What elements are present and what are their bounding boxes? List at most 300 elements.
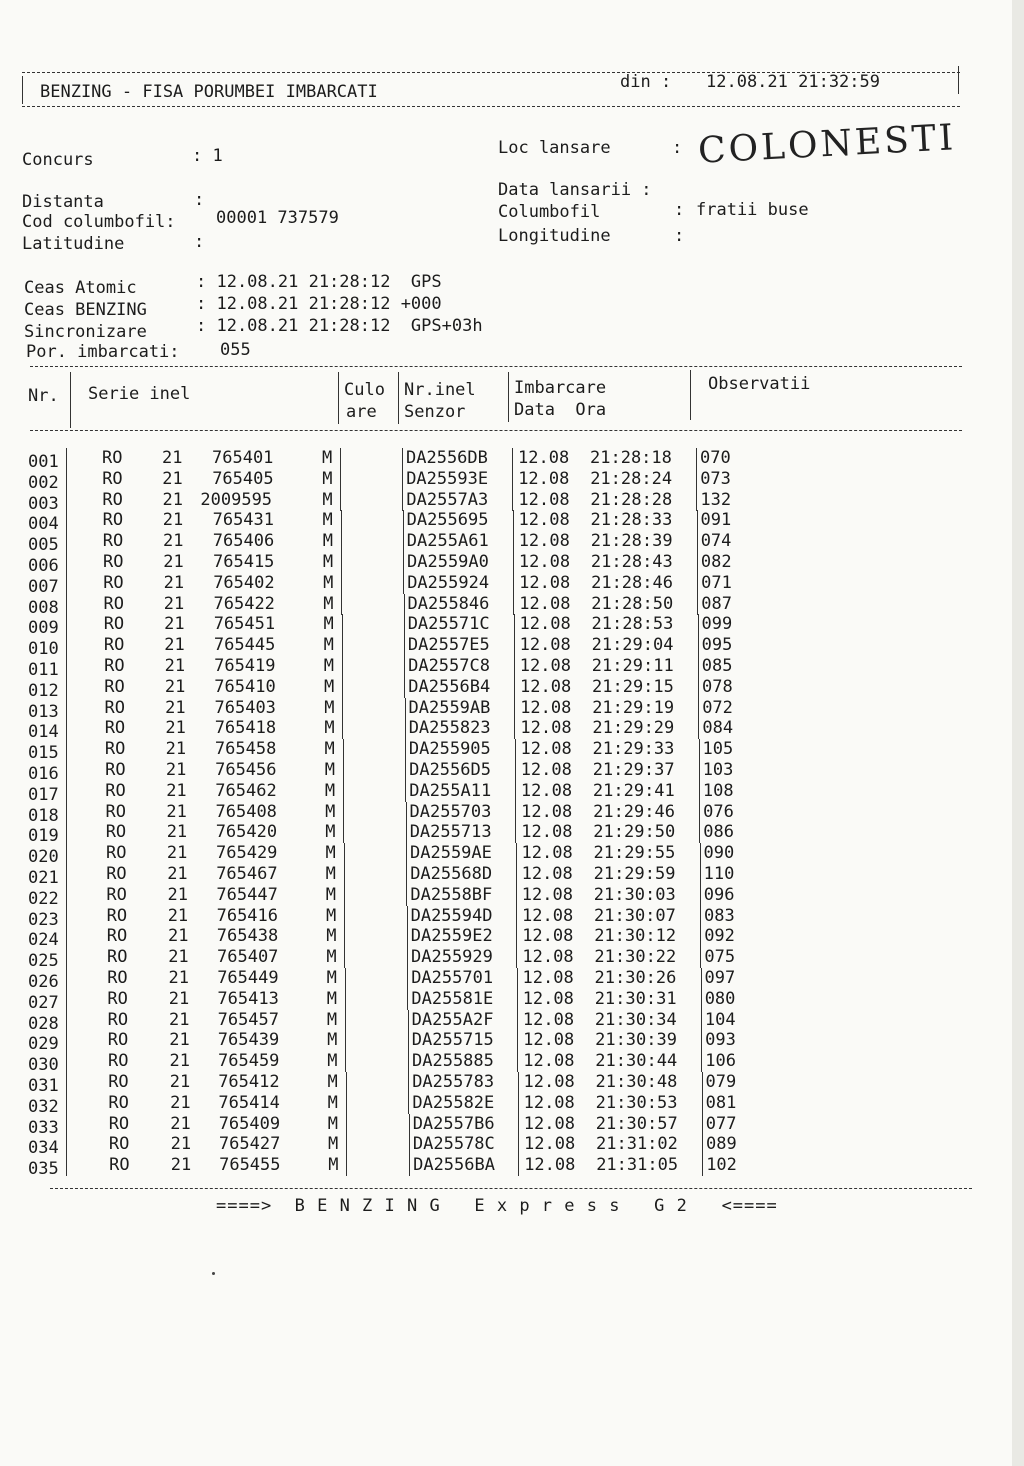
row-time: 21:30:31 <box>594 988 677 1009</box>
row-divider <box>699 760 700 781</box>
table-row <box>0 614 1000 639</box>
row-sex: M <box>324 780 336 801</box>
row-year: 21 <box>169 1072 191 1092</box>
col-header-serie: Serie inel <box>88 384 191 404</box>
row-observatii: 097 <box>704 968 736 988</box>
row-divider <box>697 594 698 615</box>
row-divider <box>66 1114 67 1135</box>
row-sex: M <box>325 864 336 884</box>
row-divider <box>341 573 342 594</box>
row-year: 21 <box>168 926 189 947</box>
row-date: 12.08 <box>521 884 573 905</box>
row-year: 21 <box>164 635 185 656</box>
row-divider <box>515 781 516 802</box>
row-sex: M <box>325 843 336 864</box>
row-divider <box>340 469 341 490</box>
row-divider <box>517 1030 518 1051</box>
row-time: 21:28:50 <box>591 593 674 614</box>
row-nr: 026 <box>28 972 59 992</box>
row-country: RO <box>104 676 125 697</box>
row-divider <box>403 573 404 594</box>
row-time: 21:28:46 <box>591 572 673 593</box>
row-country: RO <box>108 1092 129 1113</box>
row-divider <box>407 989 408 1010</box>
row-nr: 034 <box>28 1138 59 1159</box>
distanta-value: : <box>194 190 205 210</box>
col-divider-culoare <box>398 372 399 424</box>
row-sensor: DA255A2F <box>411 1009 494 1030</box>
table-row <box>0 926 1000 951</box>
row-date: 12.08 <box>523 1030 575 1051</box>
header-left-bar <box>22 76 23 104</box>
table-row <box>0 531 1000 556</box>
row-divider <box>513 552 514 573</box>
table-row <box>0 1030 1000 1055</box>
row-country: RO <box>102 489 123 510</box>
row-country: RO <box>106 843 127 864</box>
row-divider <box>343 760 344 781</box>
row-year: 21 <box>166 843 188 864</box>
row-divider <box>406 885 407 906</box>
row-date: 12.08 <box>519 656 571 676</box>
data-lansarii-label: Data lansarii : <box>498 180 652 200</box>
row-year: 21 <box>170 1092 191 1113</box>
row-year: 21 <box>165 697 186 718</box>
row-sensor: DA2557B6 <box>412 1113 495 1134</box>
row-sex: M <box>323 593 334 614</box>
table-row <box>0 968 1000 992</box>
row-sex: M <box>325 884 337 905</box>
row-divider <box>408 1030 409 1051</box>
row-divider <box>700 843 701 864</box>
row-divider <box>513 531 514 552</box>
row-divider <box>403 510 404 531</box>
row-divider <box>518 1134 519 1155</box>
row-country: RO <box>108 1072 129 1092</box>
table-row <box>0 656 1000 680</box>
columbofil-value: fratii buse <box>696 200 809 220</box>
row-date: 12.08 <box>522 926 574 947</box>
row-divider <box>66 1010 67 1031</box>
row-divider <box>409 1114 410 1135</box>
row-sex: M <box>324 676 335 697</box>
row-time: 21:28:43 <box>590 552 673 572</box>
row-time: 21:30:12 <box>594 926 677 947</box>
row-year: 21 <box>169 1051 190 1072</box>
row-divider <box>407 926 408 947</box>
row-divider <box>66 573 67 594</box>
row-nr: 013 <box>28 701 59 722</box>
row-country: RO <box>109 1155 130 1176</box>
row-date: 12.08 <box>519 635 571 656</box>
row-sex: M <box>322 552 334 572</box>
row-nr: 035 <box>28 1159 59 1180</box>
row-country: RO <box>106 864 127 884</box>
table-header-top-rule <box>30 366 962 367</box>
row-nr: 022 <box>28 888 59 909</box>
row-divider <box>701 1010 702 1031</box>
row-date: 12.08 <box>518 510 570 531</box>
row-observatii: 080 <box>704 988 736 1009</box>
row-sex: M <box>328 1155 339 1176</box>
row-divider <box>404 614 405 635</box>
row-divider <box>518 1093 519 1114</box>
row-sensor: DA255713 <box>409 822 492 843</box>
row-divider <box>66 1030 67 1051</box>
row-year: 21 <box>164 614 185 635</box>
row-date: 12.08 <box>519 572 571 593</box>
imbarcati-label: Por. imbarcati: <box>26 342 180 362</box>
row-divider <box>513 594 514 615</box>
row-sex: M <box>327 1113 339 1134</box>
row-divider <box>405 739 406 760</box>
row-observatii: 082 <box>700 552 732 572</box>
row-divider <box>405 698 406 719</box>
row-time: 21:29:11 <box>591 656 674 676</box>
row-ring: 765447 <box>216 884 278 905</box>
row-year: 21 <box>169 1009 190 1030</box>
row-divider <box>408 1072 409 1093</box>
row-country: RO <box>107 947 128 968</box>
row-divider <box>340 448 341 469</box>
row-country: RO <box>107 1009 129 1030</box>
columbofil-sep: : <box>674 200 685 220</box>
table-row <box>0 552 1000 576</box>
row-divider <box>699 802 700 823</box>
row-sex: M <box>327 1072 338 1092</box>
row-observatii: 096 <box>703 884 735 905</box>
row-observatii: 084 <box>702 718 734 739</box>
row-nr: 008 <box>28 597 59 618</box>
row-divider <box>66 1134 67 1155</box>
row-divider <box>701 968 702 989</box>
row-divider <box>66 718 67 739</box>
row-observatii: 091 <box>700 510 732 531</box>
table-row <box>0 1155 1000 1180</box>
row-sensor: DA2559A0 <box>407 552 489 572</box>
row-date: 12.08 <box>524 1155 576 1176</box>
row-sensor: DA25581E <box>411 988 494 1009</box>
row-divider <box>700 926 701 947</box>
table-row <box>0 635 1000 660</box>
row-time: 21:28:39 <box>590 531 673 552</box>
row-nr: 030 <box>28 1055 59 1076</box>
row-observatii: 083 <box>704 905 735 926</box>
row-divider <box>698 614 699 635</box>
ceas-benzing-label: Ceas BENZING <box>24 300 147 320</box>
row-observatii: 076 <box>703 801 734 822</box>
row-divider <box>403 552 404 573</box>
col-divider-senzor <box>508 372 509 422</box>
row-observatii: 104 <box>704 1009 736 1030</box>
row-divider <box>342 718 343 739</box>
row-date: 12.08 <box>524 1134 576 1155</box>
row-nr: 016 <box>28 764 59 784</box>
col-header-culoare-2: are <box>346 402 377 422</box>
row-divider <box>343 781 344 802</box>
table-row <box>0 676 1000 701</box>
row-nr: 011 <box>28 660 59 680</box>
table-row <box>0 822 1000 847</box>
row-nr: 023 <box>28 909 59 930</box>
row-sensor: DA2559AE <box>410 843 492 864</box>
row-divider <box>407 947 408 968</box>
row-divider <box>402 469 403 490</box>
row-ring: 765422 <box>213 593 275 614</box>
row-time: 21:28:33 <box>590 510 673 531</box>
row-nr: 018 <box>28 805 59 826</box>
row-nr: 003 <box>28 493 59 514</box>
row-sex: M <box>323 656 335 676</box>
row-divider <box>406 802 407 823</box>
row-ring: 765416 <box>216 905 279 926</box>
col-header-imbarcare-1: Imbarcare <box>514 378 607 398</box>
row-divider <box>516 947 517 968</box>
row-divider <box>66 947 67 968</box>
row-sensor: DA2558BF <box>410 884 493 905</box>
row-ring: 765410 <box>214 676 276 697</box>
row-sensor: DA255695 <box>406 510 489 531</box>
row-date: 12.08 <box>523 1051 575 1072</box>
row-divider <box>697 552 698 573</box>
row-divider <box>700 947 701 968</box>
row-divider <box>404 594 405 615</box>
row-divider <box>702 1134 703 1155</box>
row-year: 21 <box>162 468 183 489</box>
row-nr: 001 <box>28 452 59 472</box>
row-divider <box>345 1010 346 1031</box>
table-row <box>0 884 1000 909</box>
row-sex: M <box>322 448 333 468</box>
row-year: 21 <box>165 760 187 780</box>
row-divider <box>345 1030 346 1051</box>
row-divider <box>697 573 698 594</box>
row-sex: M <box>326 905 337 926</box>
row-time: 21:28:18 <box>590 448 672 468</box>
row-date: 12.08 <box>522 947 574 968</box>
row-nr: 020 <box>28 847 59 868</box>
sincronizare-value: : 12.08.21 21:28:12 GPS+03h <box>196 316 483 336</box>
row-divider <box>341 552 342 573</box>
row-year: 21 <box>166 780 187 801</box>
row-country: RO <box>104 739 126 760</box>
row-observatii: 077 <box>705 1113 737 1134</box>
row-observatii: 087 <box>701 593 733 614</box>
row-divider <box>516 906 517 927</box>
row-date: 12.08 <box>518 531 570 552</box>
row-divider <box>66 656 67 677</box>
row-date: 12.08 <box>521 864 573 884</box>
row-nr: 019 <box>28 826 59 847</box>
row-nr: 012 <box>28 680 59 701</box>
row-divider <box>698 698 699 719</box>
row-divider <box>517 1051 518 1072</box>
row-divider <box>696 469 697 490</box>
row-divider <box>699 739 700 760</box>
row-nr: 010 <box>28 639 59 660</box>
row-observatii: 108 <box>702 780 734 801</box>
row-ring: 765445 <box>213 635 276 656</box>
row-time: 21:29:19 <box>592 697 675 718</box>
row-country: RO <box>105 780 126 801</box>
row-divider <box>698 656 699 677</box>
row-divider <box>702 1155 703 1176</box>
row-observatii: 105 <box>702 739 734 760</box>
row-divider <box>66 531 67 552</box>
row-divider <box>66 552 67 573</box>
row-year: 21 <box>168 968 189 988</box>
row-sensor: DA255783 <box>412 1072 495 1092</box>
row-divider <box>405 718 406 739</box>
row-country: RO <box>104 697 125 718</box>
row-sensor: DA255A11 <box>409 780 492 801</box>
loc-lansare-handwritten: COLONESTI <box>697 117 958 172</box>
row-year: 21 <box>162 510 184 531</box>
row-ring: 765438 <box>216 926 279 947</box>
table-row <box>0 780 1000 805</box>
row-ring: 765455 <box>219 1155 281 1176</box>
row-observatii: 074 <box>700 531 732 552</box>
row-divider <box>702 1072 703 1093</box>
row-country: RO <box>107 968 128 988</box>
row-divider <box>342 614 343 635</box>
row-nr: 007 <box>28 576 59 597</box>
row-divider <box>66 1093 67 1114</box>
row-sex: M <box>326 926 337 947</box>
table-row <box>0 947 1000 972</box>
row-divider <box>66 1051 67 1072</box>
row-country: RO <box>108 1134 130 1155</box>
sincronizare-label: Sincronizare <box>24 322 147 342</box>
row-year: 21 <box>163 593 185 614</box>
table-row <box>0 801 1000 826</box>
loc-lansare-label: Loc lansare <box>498 138 611 158</box>
table-row <box>0 572 1000 597</box>
row-divider <box>344 906 345 927</box>
row-divider <box>700 906 701 927</box>
table-row <box>0 468 1000 493</box>
row-divider <box>702 1093 703 1114</box>
row-divider <box>344 864 345 885</box>
row-divider <box>517 968 518 989</box>
row-sensor: DA2559E2 <box>410 926 493 947</box>
row-observatii: 132 <box>700 489 732 510</box>
row-observatii: 095 <box>701 635 733 656</box>
row-divider <box>66 864 67 885</box>
row-divider <box>406 864 407 885</box>
row-observatii: 081 <box>705 1092 737 1113</box>
row-date: 12.08 <box>520 697 572 718</box>
row-year: 21 <box>167 884 188 905</box>
row-country: RO <box>102 510 124 531</box>
row-date: 12.08 <box>520 676 572 697</box>
row-divider <box>408 1093 409 1114</box>
row-divider <box>405 781 406 802</box>
row-divider <box>66 490 67 511</box>
row-divider <box>66 1072 67 1093</box>
row-observatii: 071 <box>701 572 732 593</box>
row-sensor: DA255929 <box>411 947 493 968</box>
row-nr: 032 <box>28 1096 59 1117</box>
table-row <box>0 1072 1000 1096</box>
row-divider <box>409 1134 410 1155</box>
row-time: 21:30:22 <box>594 947 677 968</box>
row-divider <box>341 531 342 552</box>
table-header-bottom-rule <box>30 430 962 431</box>
row-ring: 765429 <box>216 843 278 864</box>
row-ring: 765413 <box>217 988 279 1009</box>
row-sex: M <box>322 489 333 510</box>
row-nr: 027 <box>28 992 59 1013</box>
row-country: RO <box>103 635 125 656</box>
row-observatii: 092 <box>704 926 735 947</box>
row-sex: M <box>325 822 336 843</box>
row-sensor: DA2556B4 <box>408 676 491 697</box>
row-divider <box>518 1114 519 1135</box>
row-country: RO <box>103 614 125 635</box>
row-year: 21 <box>162 448 183 468</box>
row-year: 21 <box>167 905 189 926</box>
row-divider <box>344 926 345 947</box>
row-time: 21:28:28 <box>590 489 673 510</box>
row-divider <box>697 510 698 531</box>
row-divider <box>407 968 408 989</box>
row-divider <box>698 635 699 656</box>
row-divider <box>409 1155 410 1176</box>
table-row <box>0 864 1000 888</box>
row-time: 21:30:39 <box>595 1030 677 1051</box>
din-value: 12.08.21 21:32:59 <box>706 72 880 92</box>
row-divider <box>66 635 67 656</box>
row-observatii: 085 <box>701 656 733 676</box>
row-divider <box>402 490 403 511</box>
row-divider <box>346 1114 347 1135</box>
row-date: 12.08 <box>519 614 571 635</box>
row-divider <box>699 781 700 802</box>
row-sex: M <box>324 739 335 760</box>
row-divider <box>699 822 700 843</box>
row-divider <box>66 885 67 906</box>
row-observatii: 089 <box>706 1134 737 1155</box>
row-nr: 024 <box>28 930 59 951</box>
row-time: 21:30:03 <box>593 884 676 905</box>
paper-edge <box>1012 0 1024 1466</box>
row-country: RO <box>102 448 123 468</box>
col-header-imbarcare-2: Data Ora <box>514 400 607 420</box>
row-divider <box>404 656 405 677</box>
row-time: 21:30:26 <box>594 968 677 988</box>
table-row <box>0 1051 1000 1076</box>
row-divider <box>516 864 517 885</box>
longitudine-sep: : <box>674 226 685 246</box>
row-year: 21 <box>163 572 185 593</box>
row-sex: M <box>326 968 337 988</box>
row-ring: 765467 <box>216 864 278 884</box>
row-time: 21:29:29 <box>592 718 675 739</box>
row-divider <box>702 1114 703 1135</box>
ink-speck <box>212 1272 215 1275</box>
table-row <box>0 1113 1000 1138</box>
row-ring: 765412 <box>218 1072 280 1092</box>
row-divider <box>700 885 701 906</box>
row-time: 21:30:07 <box>594 905 676 926</box>
row-observatii: 072 <box>702 697 733 718</box>
row-nr: 014 <box>28 722 59 743</box>
row-sex: M <box>328 1134 339 1155</box>
row-date: 12.08 <box>520 760 572 780</box>
row-year: 21 <box>164 656 186 676</box>
row-country: RO <box>108 1113 130 1134</box>
